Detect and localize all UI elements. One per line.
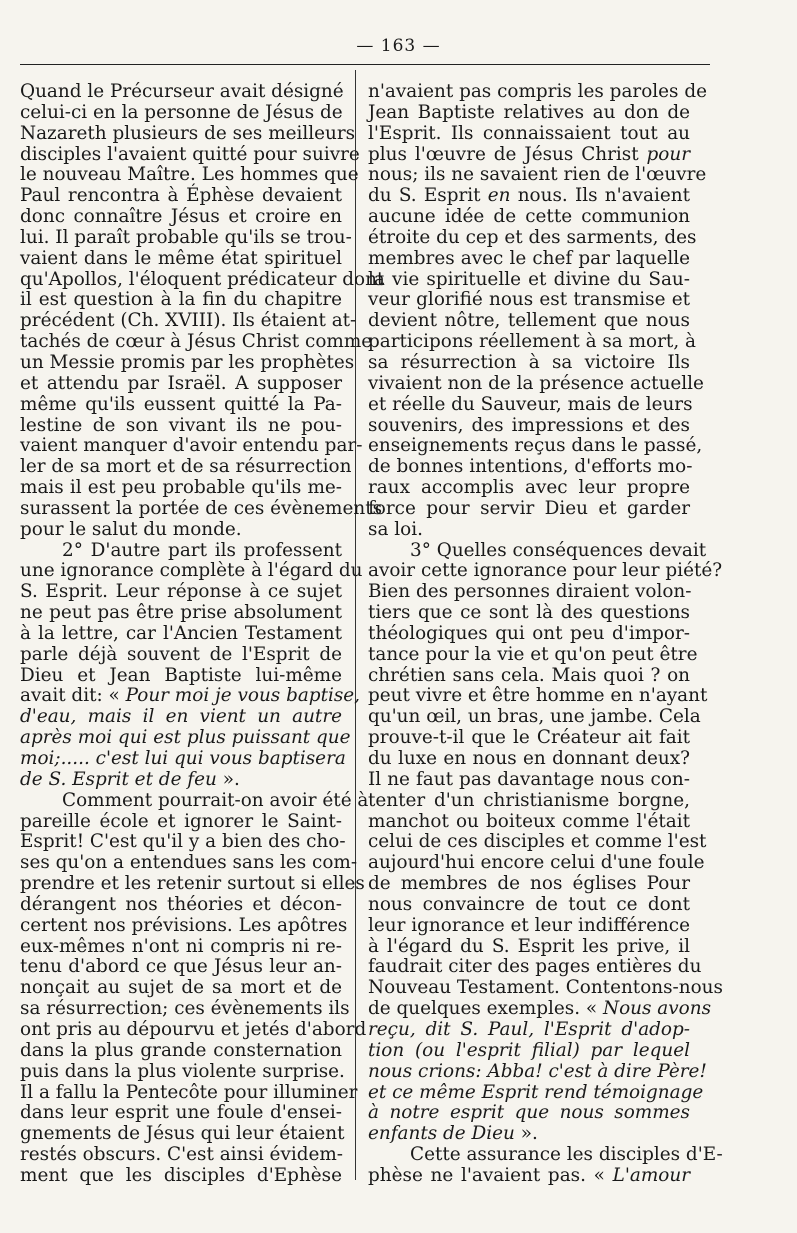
text-line: certent nos prévisions. Les apôtres (20, 914, 348, 936)
text-line: eux-mêmes n'ont ni compris ni re- (20, 935, 342, 957)
left-column (20, 81, 385, 1187)
text-line: prendre et les retenir surtout si elles (20, 873, 365, 895)
text-line: vaient manquer d'avoir entendu par- (20, 435, 363, 457)
text-line: une ignorance complète à l'égard du (20, 560, 363, 582)
text-line: plus l'œuvre de Jésus Christ pour (368, 143, 690, 165)
text-line: vaient dans le même état spirituel (20, 247, 342, 269)
text-line: aujourd'hui encore celui d'une foule (368, 852, 705, 874)
text-line: faudrait citer des pages entières du (368, 956, 702, 978)
text-line: avait dit: « Pour moi je vous baptise, (20, 685, 361, 707)
text-line: ne peut pas être prise absolument (20, 602, 342, 624)
text-line: raux accomplis avec leur propre (368, 477, 690, 499)
text-line: disciples l'avaient quitté pour suivre (20, 143, 360, 165)
text-line: avoir cette ignorance pour leur piété? (368, 560, 723, 582)
text-line: et réelle du Sauveur, mais de leurs (368, 393, 693, 415)
text-line: Nazareth plusieurs de ses meilleurs (20, 122, 356, 144)
text-line: celui de ces disciples et comme l'est (368, 831, 707, 853)
text-line: du luxe en nous en donnant deux? (368, 748, 690, 769)
text-line: à l'égard du S. Esprit les prive, il (368, 935, 690, 957)
text-line: lestine de son vivant ils ne pou- (20, 414, 342, 436)
text-line: et attendu par Israël. A supposer (20, 372, 342, 394)
text-line: tenu d'abord ce que Jésus leur an- (20, 956, 342, 978)
text-line: étroite du cep et des sarments, des (368, 226, 697, 248)
text-line: précédent (Ch. XVIII). Ils étaient at- (20, 310, 357, 332)
text-line: sa résurrection; ces évènements ils (20, 998, 350, 1020)
text-line: à notre esprit que nous sommes (368, 1102, 690, 1124)
text-line: le nouveau Maître. Les hommes que (20, 164, 359, 186)
text-line: restés obscurs. C'est ainsi évidem- (20, 1144, 344, 1166)
text-line: pour le salut du monde. (20, 518, 242, 540)
page-number: — 163 — (356, 36, 441, 56)
text-line: Il a fallu la Pentecôte pour illuminer (20, 1081, 358, 1103)
text-line: tachés de cœur à Jésus Christ comme (20, 331, 373, 353)
text-line: membres avec le chef par laquelle (368, 247, 690, 269)
text-line: la vie spirituelle et divine du Sau- (368, 268, 690, 290)
text-line: Bien des personnes diraient volon- (368, 581, 692, 603)
text-line: lui. Il paraît probable qu'ils se trou- (20, 226, 352, 248)
text-line: un Messie promis par les prophètes (20, 351, 355, 373)
text-line: veur glorifié nous est transmise et (368, 289, 690, 311)
text-line: puis dans la plus violente surprise. (20, 1060, 345, 1082)
text-line: force pour servir Dieu et garder (368, 497, 690, 519)
text-line: théologiques qui ont peu d'impor- (368, 622, 690, 644)
text-line: 2° D'autre part ils professent (62, 539, 342, 561)
text-line: ment que les disciples d'Ephèse (20, 1164, 342, 1186)
text-line: Comment pourrait-on avoir été à (62, 789, 369, 811)
text-line: celui-ci en la personne de Jésus de (20, 101, 343, 123)
text-line: Paul rencontra à Éphèse devaient (20, 185, 342, 207)
text-line: ler de sa mort et de sa résurrection (20, 456, 352, 478)
text-line: nous crions: Abba! c'est à dire Père! (368, 1060, 707, 1082)
text-line: participons réellement à sa mort, à (368, 331, 696, 353)
text-line: peut vivre et être homme en n'ayant (368, 685, 708, 707)
text-line: aucune idée de cette communion (368, 206, 690, 228)
text-line: qu'Apollos, l'éloquent prédicateur dont (20, 268, 385, 290)
text-line: dans la plus grande consternation (20, 1039, 342, 1061)
text-line: enseignements reçus dans le passé, (368, 435, 703, 457)
text-line: reçu, dit S. Paul, l'Esprit d'adop- (368, 1018, 690, 1040)
text-line: phèse ne l'avaient pas. « L'amour (368, 1164, 690, 1186)
text-line: l'Esprit. Ils connaissaient tout au (368, 122, 690, 144)
text-line: 3° Quelles conséquences devait (410, 539, 707, 561)
text-line: donc connaître Jésus et croire en (20, 206, 342, 228)
text-line: Il ne faut pas davantage nous con- (368, 768, 690, 790)
text-line: Esprit! C'est qu'il y a bien des cho- (20, 831, 346, 853)
text-line: d'eau, mais il en vient un autre (20, 706, 342, 728)
text-line: tenter d'un christianisme borgne, (368, 789, 690, 811)
text-line: gnements de Jésus qui leur étaient (20, 1123, 345, 1145)
right-column (368, 81, 723, 1187)
text-line: n'avaient pas compris les paroles de (368, 81, 707, 102)
text-line: à la lettre, car l'Ancien Testament (20, 622, 342, 644)
text-line: ses qu'on a entendues sans les com- (20, 852, 358, 874)
text-line: Cette assurance les disciples d'E- (410, 1144, 723, 1166)
text-line: Dieu et Jean Baptiste lui-même (20, 664, 342, 686)
column-divider (355, 70, 356, 1180)
text-line: S. Esprit. Leur réponse à ce sujet (20, 581, 342, 603)
text-line: tiers que ce sont là des questions (368, 602, 690, 624)
text-line: vivaient non de la présence actuelle (368, 372, 704, 394)
text-line: après moi qui est plus puissant que (20, 727, 351, 749)
text-line: dans leur esprit une foule d'ensei- (20, 1102, 342, 1124)
text-line: mais il est peu probable qu'ils me- (20, 477, 342, 499)
text-line: Jean Baptiste relatives au don de (368, 101, 690, 123)
text-line: manchot ou boiteux comme l'était (368, 810, 690, 832)
text-line: qu'un œil, un bras, une jambe. Cela (368, 706, 701, 728)
text-line: de membres de nos églises Pour (368, 873, 690, 895)
text-line: prouve-t-il que le Créateur ait fait (368, 727, 690, 749)
text-line: surassent la portée de ces évènements (20, 497, 383, 519)
text-line: devient nôtre, tellement que nous (368, 310, 690, 332)
text-line: tance pour la vie et qu'on peut être (368, 643, 698, 665)
text-line: leur ignorance et leur indifférence (368, 914, 690, 936)
text-line: pareille école et ignorer le Saint- (20, 810, 342, 832)
text-line: et ce même Esprit rend témoignage (368, 1081, 704, 1103)
text-line: dérangent nos théories et décon- (20, 893, 342, 915)
text-line: de quelques exemples. « Nous avons (368, 998, 712, 1020)
text-line: souvenirs, des impressions et des (368, 414, 690, 436)
text-line: tion (ou l'esprit filial) par lequel (368, 1039, 690, 1061)
text-line: Nouveau Testament. Contentons-nous (368, 977, 723, 999)
text-line: nous convaincre de tout ce dont (368, 893, 690, 915)
text-line: sa résurrection à sa victoire Ils (368, 351, 690, 373)
text-line: moi;..... c'est lui qui vous baptisera (20, 748, 346, 769)
text-line: de bonnes intentions, d'efforts mo- (368, 456, 693, 478)
text-line: sa loi. (368, 518, 423, 540)
text-line: chrétien sans cela. Mais quoi ? on (368, 664, 690, 686)
text-line: même qu'ils eussent quitté la Pa- (20, 393, 342, 415)
text-line: Quand le Précurseur avait désigné (20, 81, 344, 102)
header-rule (20, 64, 710, 65)
text-line: nonçait au sujet de sa mort et de (20, 977, 342, 999)
text-line: parle déjà souvent de l'Esprit de (20, 643, 342, 665)
text-line: ont pris au dépourvu et jetés d'abord (20, 1018, 367, 1040)
text-line: de S. Esprit et de feu ». (20, 768, 240, 790)
text-line: il est question à la fin du chapitre (20, 289, 342, 311)
text-line: nous; ils ne savaient rien de l'œuvre (368, 164, 707, 186)
text-line: du S. Esprit en nous. Ils n'avaient (368, 185, 690, 207)
text-line: enfants de Dieu ». (368, 1123, 538, 1145)
